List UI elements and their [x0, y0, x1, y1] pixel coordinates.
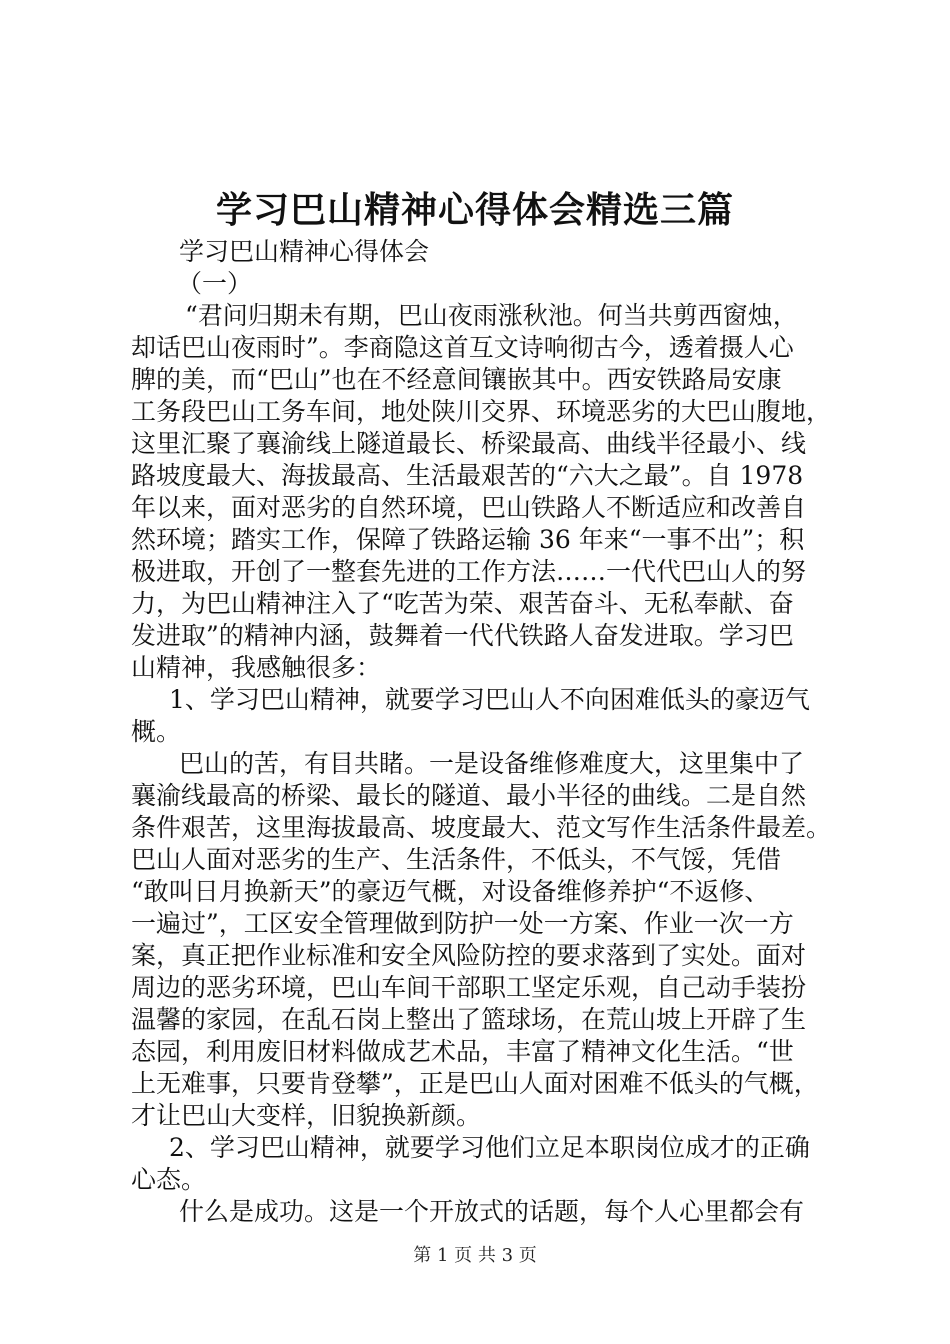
- paragraph-line: 温馨的家园，在乱石岗上整出了篮球场，在荒山坡上开辟了生: [131, 1005, 807, 1034]
- paragraph-line: 然环境；踏实工作，保障了铁路运输 36 年来“一事不出”；积: [131, 525, 805, 554]
- paragraph-line: 襄渝线最高的桥梁、最长的隧道、最小半径的曲线。二是自然: [131, 781, 807, 810]
- paragraph-line: 巴山人面对恶劣的生产、生活条件，不低头，不气馁，凭借: [131, 845, 782, 874]
- paragraph-line: 一遍过”，工区安全管理做到防护一处一方案、作业一次一方: [131, 909, 794, 938]
- paragraph-line: 什么是成功。这是一个开放式的话题，每个人心里都会有: [179, 1197, 805, 1226]
- document-title: 学习巴山精神心得体会精选三篇: [215, 189, 734, 231]
- paragraph-line: 周边的恶劣环境，巴山车间干部职工坚定乐观，自己动手装扮: [131, 973, 807, 1002]
- paragraph-line: 条件艰苦，这里海拔最高、坡度最大、范文写作生活条件最差。: [131, 813, 832, 842]
- section-number-line: （一）: [177, 269, 253, 298]
- paragraph-line: 极进取，开创了一整套先进的工作方法……一代代巴山人的努: [131, 557, 807, 586]
- heading-line: 概。: [131, 717, 182, 746]
- paragraph-line: 态园，利用废旧材料做成艺术品，丰富了精神文化生活。“世: [131, 1037, 794, 1066]
- paragraph-line: 脾的美，而“巴山”也在不经意间镶嵌其中。西安铁路局安康: [131, 365, 782, 394]
- paragraph-line: 山精神，我感触很多：: [131, 653, 382, 682]
- paragraph-line: 年以来，面对恶劣的自然环境，巴山铁路人不断适应和改善自: [131, 493, 807, 522]
- paragraph-line: 发进取”的精神内涵，鼓舞着一代代铁路人奋发进取。学习巴: [131, 621, 794, 650]
- paragraph-line: 才让巴山大变样，旧貌换新颜。: [131, 1101, 482, 1130]
- heading-line: 2、学习巴山精神，就要学习他们立足本职岗位成才的正确: [169, 1133, 810, 1162]
- paragraph-line: 这里汇聚了襄渝线上隧道最长、桥梁最高、曲线半径最小、线: [131, 429, 807, 458]
- heading-line: 1、学习巴山精神，就要学习巴山人不向困难低头的豪迈气: [169, 685, 810, 714]
- subtitle-line: 学习巴山精神心得体会: [179, 237, 430, 266]
- paragraph-line: 案，真正把作业标准和安全风险防控的要求落到了实处。面对: [131, 941, 807, 970]
- paragraph-line: “君问归期未有期，巴山夜雨涨秋池。何当共剪西窗烛，: [185, 301, 798, 330]
- paragraph-line: 巴山的苦，有目共睹。一是设备维修难度大，这里集中了: [179, 749, 805, 778]
- paragraph-line: 却话巴山夜雨时”。李商隐这首互文诗响彻古今，透着摄人心: [131, 333, 794, 362]
- paragraph-line: 力，为巴山精神注入了“吃苦为荣、艰苦奋斗、无私奉献、奋: [131, 589, 794, 618]
- paragraph-line: 路坡度最大、海拔最高、生活最艰苦的“六大之最”。自 1978: [131, 461, 804, 490]
- heading-line: 心态。: [131, 1165, 207, 1194]
- document-body: [131, 236, 835, 1228]
- paragraph-line: “敢叫日月换新天”的豪迈气概，对设备维修养护“不返修、: [131, 877, 770, 906]
- paragraph-line: 工务段巴山工务车间，地处陕川交界、环境恶劣的大巴山腹地，: [131, 397, 832, 426]
- paragraph-line: 上无难事，只要肯登攀”，正是巴山人面对困难不低头的气概，: [131, 1069, 819, 1098]
- page-footer: 第 1 页 共 3 页: [413, 1245, 537, 1266]
